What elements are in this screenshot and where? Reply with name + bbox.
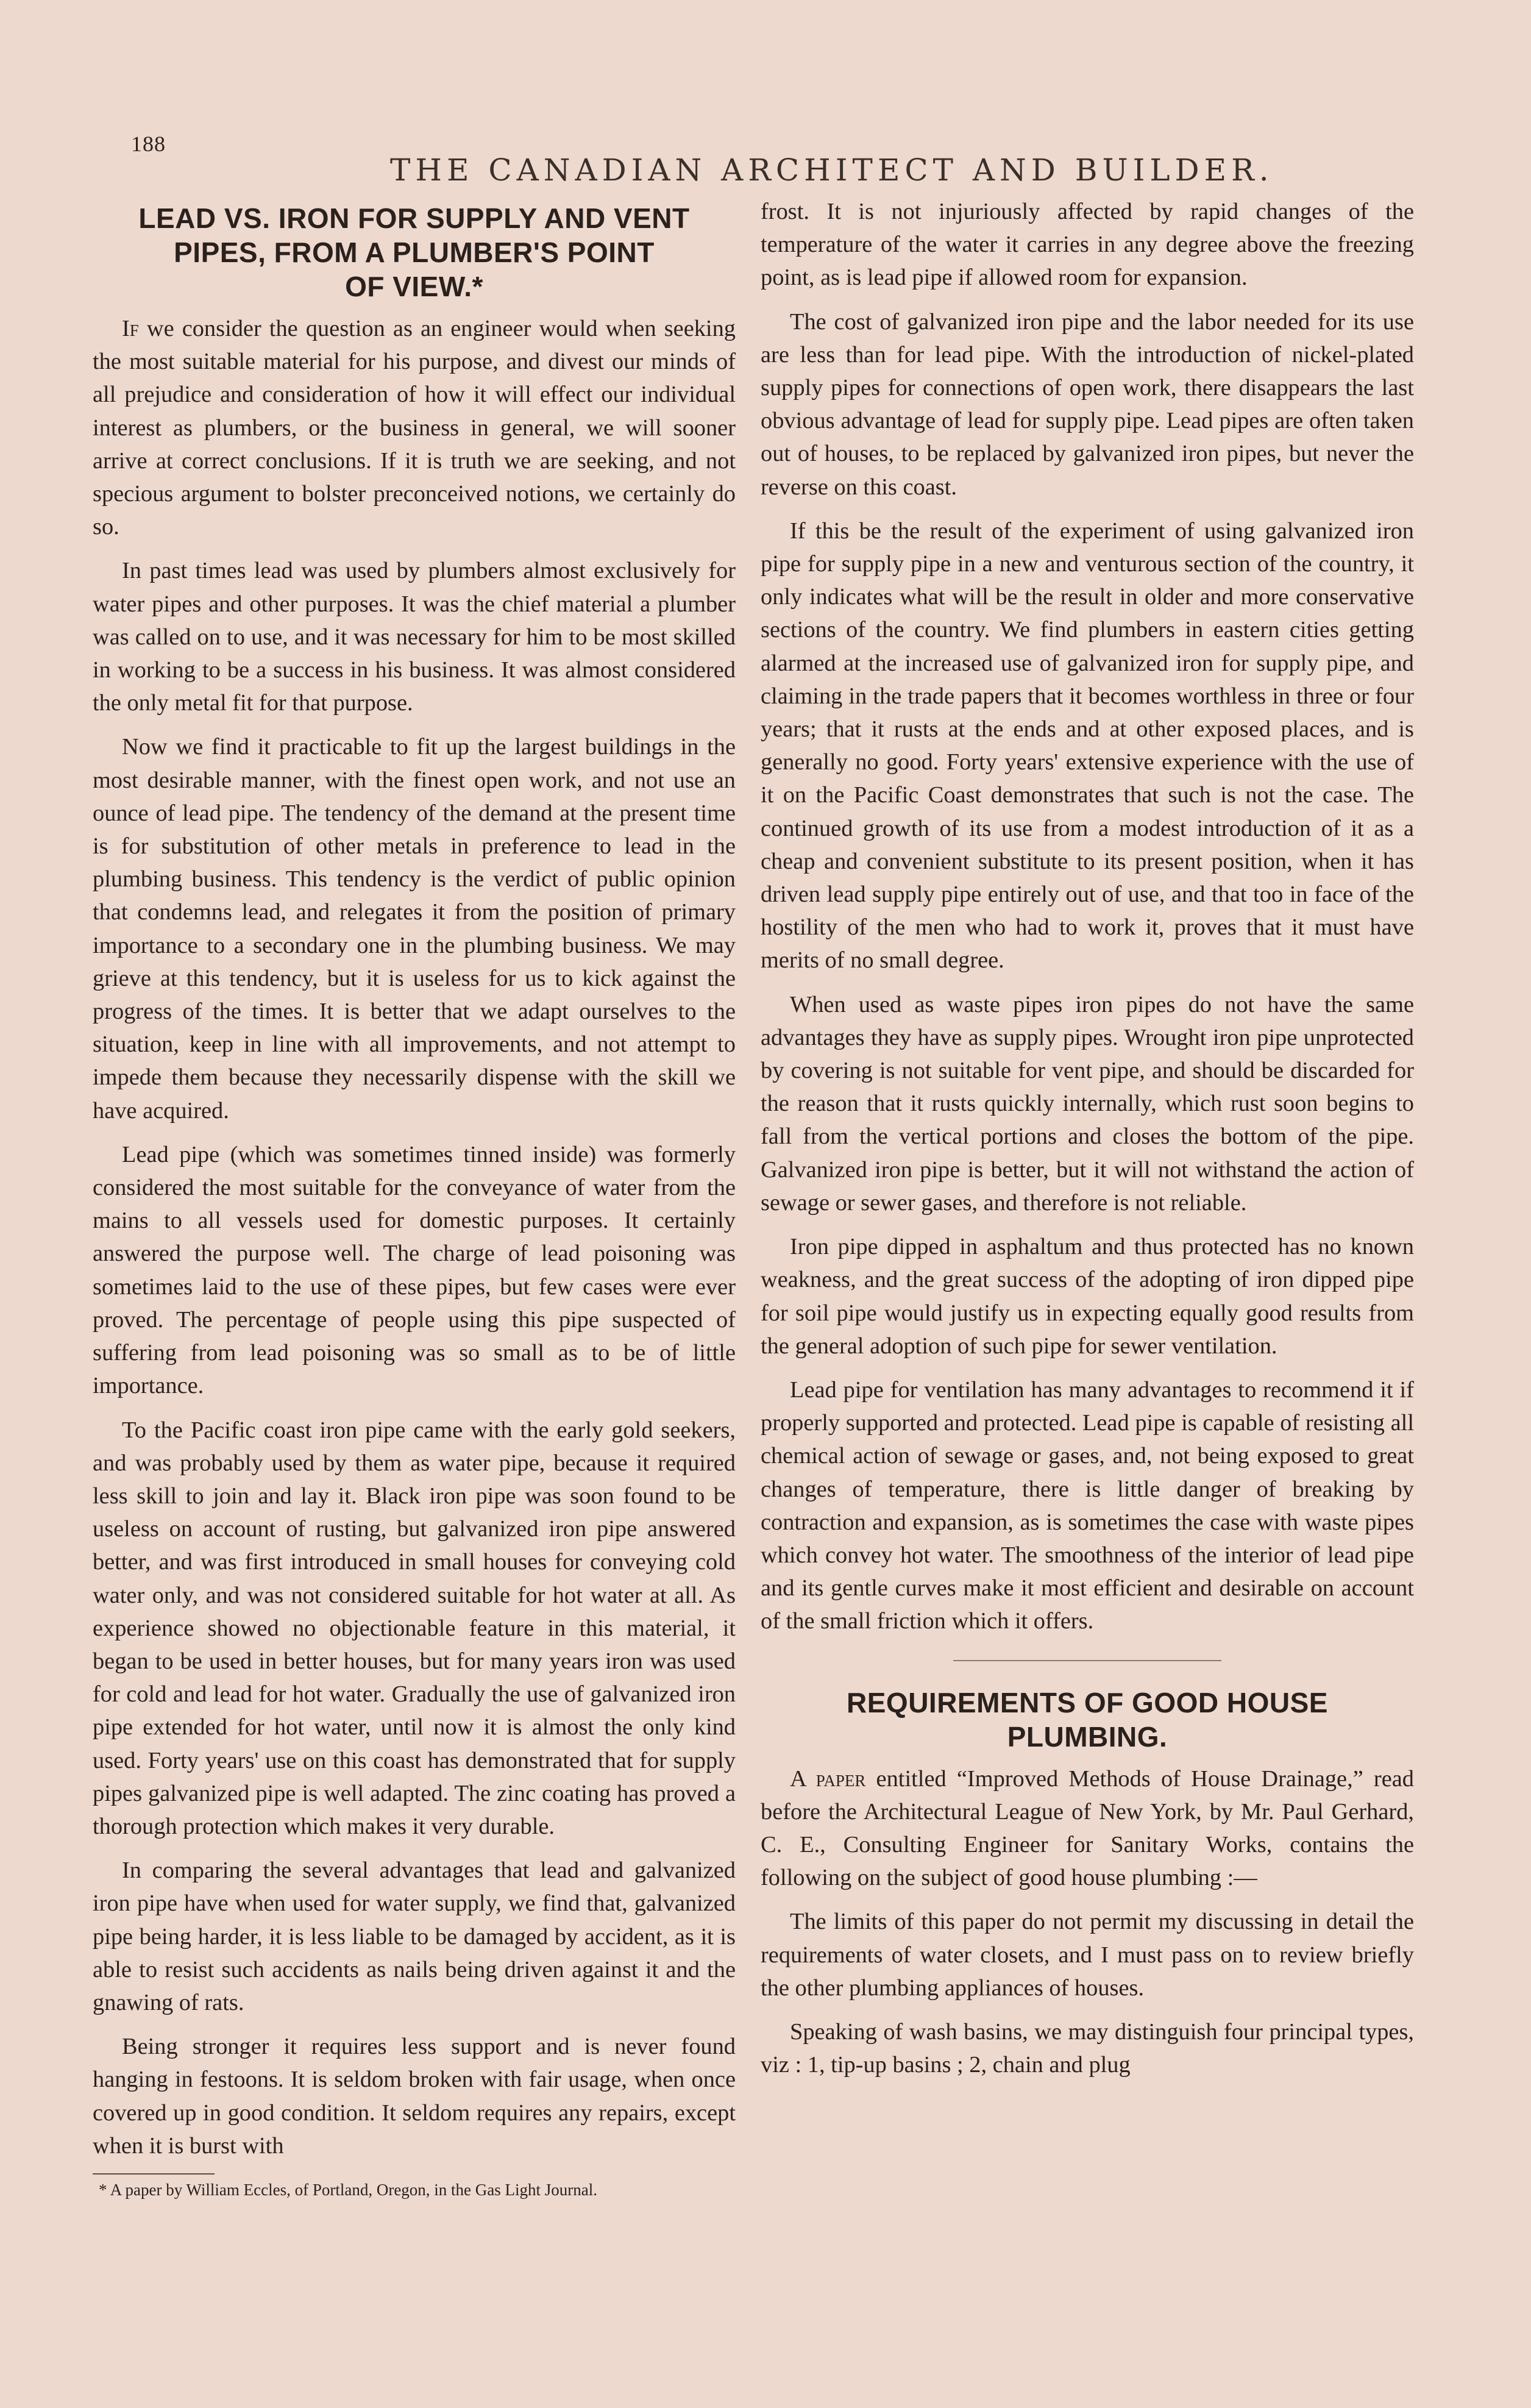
paragraph: The limits of this paper do not permit my discussing in detail the requirements of water closets, and I must pass on to review briefly the other plumbing appliances of houses. [761,1909,1414,2001]
lead-word: If [122,316,139,341]
article-title [761,1686,1414,1754]
paragraph: Lead pipe for ventilation has many advantages to recommend it if properly supported and protected. Lead pipe is capable of resisting all chemical action of sewage or gases, and, not being exposed to great changes of temperature, there is little danger of breaking by contraction and expansion, as is sometimes the case with waste pipes which convey hot water. The smoothness of the interior of lead pipe and its gentle curves make it most efficient and desirable on account of the small friction which it offers. [761,1377,1414,1634]
paragraph: Speaking of wash basins, we may distinguish four principal types, viz : 1, tip-up basins ; 2, chain and plug [761,2018,1414,2078]
footnote-rule [93,2173,215,2175]
title-line: OF VIEW.* [345,271,483,302]
paragraph: In comparing the several advantages that lead and galvanized iron pipe have when used for water supply, we find that, galvanized pipe being harder, it is less liable to be damaged by accident, as it is able to resist such accidents as nails being driven against it and the gnawing of rats. [93,1858,736,2015]
paragraph: Lead pipe (which was sometimes tinned inside) was formerly considered the most suitable for the conveyance of water from the mains to all vessels used for domestic purposes. It certainly answered the purpose well. The charge of lead poisoning was sometimes laid to the use of these pipes, but few cases were ever proved. The percentage of people using this pipe suspected of suffering from lead poisoning was so small as to be of little importance. [93,1141,736,1399]
article-title [93,201,736,304]
paragraph: Being stronger it requires less support and is never found hanging in festoons. It is seldom broken with fair usage, when once covered up in good condition. It seldom requires any repairs, except when it is burst with [93,2034,736,2159]
paragraph: Now we find it practicable to fit up the largest buildings in the most desirable manner, with the finest open work, and not use an ounce of lead pipe. The tendency of the demand at the present time is for substitution of other metals in preference to lead in the plumbing business. This tendency is the verdict of public opinion that condemns lead, and relegates it from the position of primary importance to a secondary one in the plumbing business. We may grieve at this tendency, but it is useless for us to kick against the progress of the times. It is better that we adapt ourselves to the situation, keep in line with all improvements, and not attempt to impede them because they necessarily dispense with the skill we have acquired. [93,734,736,1124]
paragraph: The cost of galvanized iron pipe and the labor needed for its use are less than for lead pipe. With the introduction of nickel-plated supply pipes for connections of open work, there disappears the last obvious advantage of lead for supply pipe. Lead pipes are often taken out of houses, to be replaced by galvanized iron pipes, but never the reverse on this coast. [761,308,1414,500]
footnote: * A paper by William Eccles, of Portland, Oregon, in the Gas Light Journal. [99,2180,598,2199]
paragraph: When used as waste pipes iron pipes do not have the same advantages they have as supply pipes. Wrought iron pipe unprotected by covering is not suitable for vent pipe, and should be discarded for the reason that it rusts quickly internally, which rust soon begins to fall from the vertical portions and closes the bottom of the pipe. Galvanized iron pipe is better, but it will not withstand the action of sewage or sewer gases, and therefore is not reliable. [761,991,1414,1216]
running-head: THE CANADIAN ARCHITECT AND BUILDER. [390,152,1274,188]
section-divider [953,1660,1221,1661]
left-column [93,201,736,2200]
paragraph: To the Pacific coast iron pipe came with the early gold seekers, and was probably used by them as water pipe, because it required less skill to join and lay it. Black iron pipe was soon found to be useless on account of rusting, but galvanized iron pipe answered better, and was first introduced in small houses for conveying cold water only, and was not considered suitable for hot water at all. As experience showed no objectionable feature in this material, it began to be used in better houses, but for many years iron was used for cold and lead for hot water. Gradually the use of galvanized iron pipe extended for hot water, until now it is almost the only kind used. Forty years' use on this coast has demonstrated that for supply pipes galvanized pipe is well adapted. The zinc coating has proved a thorough protection which makes it very durable. [93,1417,736,1839]
paragraph-text: we consider the question as an engineer would when seeking the most suitable material for his purpose, and divest our minds of all prejudice and consideration of how it will effect our individual interest as plumbers, or the business in general, we will sooner arrive at correct conclusions. If it is truth we are seeking, and not specious argument to bolster preconceived notions, we certainly do so. [93,316,736,540]
paragraph: frost. It is not injuriously affected by rapid changes of the temperature of the water it carries in any degree above the freezing point, as is lead pipe if allowed room for expansion. [761,199,1414,291]
paragraph [761,1762,1414,1895]
right-column [761,195,1414,2092]
title-line: PLUMBING. [1007,1720,1168,1753]
title-line: PIPES, FROM A PLUMBER'S POINT [174,237,655,268]
title-line: LEAD VS. IRON FOR SUPPLY AND VENT [138,202,690,234]
paragraph: If this be the result of the experiment of using galvanized iron pipe for supply pipe in a new and venturous section of the country, it only indicates what will be the result in older and more conservative sections of the country. We find plumbers in eastern cities getting alarmed at the increased use of galvanized iron for supply pipe, and claiming in the trade papers that it becomes worthless in three or four years; that it rusts at the ends and at other exposed places, and is generally no good. Forty years' extensive experience with the use of it on the Pacific Coast demonstrates that such is not the case. The continued growth of its use from a modest introduction of it as a cheap and convenient substitute to its present position, when it has driven lead supply pipe entirely out of use, and that too in face of the hostility of the men who had to work it, proves that it must have merits of no small degree. [761,518,1414,974]
paragraph: In past times lead was used by plumbers almost exclusively for water pipes and other purposes. It was the chief material a plumber was called on to use, and it was necessary for him to be most skilled in working to be a success in his business. It was almost considered the only metal fit for that purpose. [93,558,736,716]
paragraph [93,312,736,543]
lead-word: A paper [790,1765,866,1792]
page-number: 188 [131,132,166,156]
paragraph: Iron pipe dipped in asphaltum and thus protected has no known weakness, and the great success of the adopting of iron dipped pipe for soil pipe would justify us in expecting equally good results from the general adoption of such pipe for sewer ventilation. [761,1234,1414,1359]
paragraph-text: entitled “Improved Methods of House Drainage,” read before the Architectural League of New York, by Mr. Paul Gerhard, C. E., Consulting Engineer for Sanitary Works, contains the following on the subject of good house plumbing :— [761,1765,1414,1891]
title-line: REQUIREMENTS OF GOOD HOUSE [847,1686,1328,1719]
